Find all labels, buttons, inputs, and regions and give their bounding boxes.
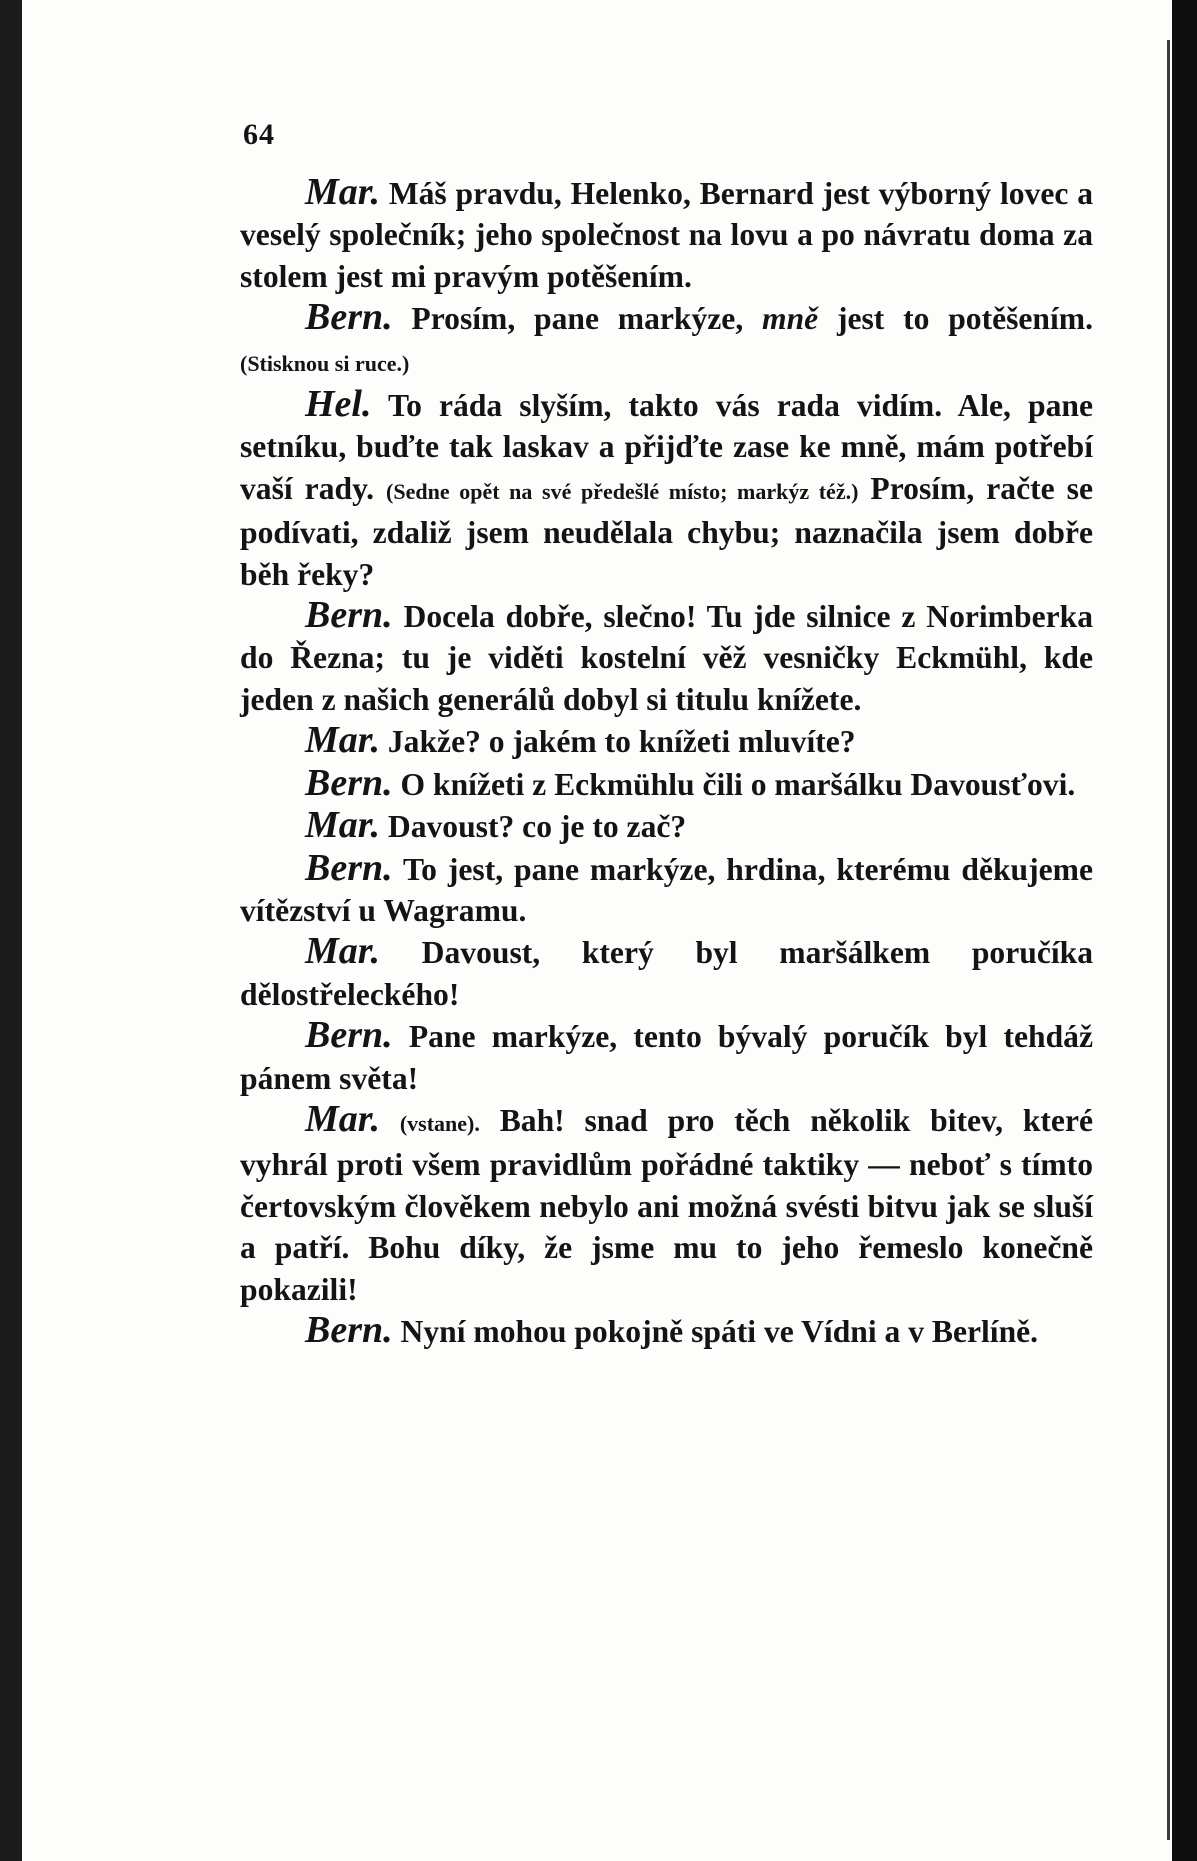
dialogue-line: Prosím, račte se podívati, zdaliž jsem neudělala chybu; naznačila jsem dobře běh řeky?	[240, 470, 1093, 592]
dialogue-paragraph	[240, 763, 1093, 805]
dialogue-paragraph	[240, 931, 1093, 1015]
dialogue-paragraph	[240, 595, 1093, 720]
speaker-name: Bern.	[305, 594, 393, 637]
dialogue-text	[240, 172, 1093, 1352]
page-number: 64	[243, 118, 275, 151]
dialogue-line: jest to potěšením.	[818, 301, 1093, 337]
dialogue-line: Jakže? o jakém to knížeti mluvíte?	[379, 724, 856, 760]
speaker-name: Bern.	[305, 1308, 393, 1351]
speaker-name: Bern.	[305, 761, 393, 804]
emphasized-word: mně	[762, 301, 819, 337]
speaker-name: Hel.	[305, 383, 372, 426]
dialogue-line: Davoust, který byl maršálkem poručíka dělostřeleckého!	[240, 935, 1093, 1012]
dialogue-paragraph	[240, 297, 1093, 384]
speaker-name: Bern.	[305, 296, 393, 339]
dialogue-line: Máš pravdu, Helenko, Bernard jest výborný lovec a veselý společník; jeho společnost na lovu a po návratu doma za stolem jest mi pravým potěšením.	[240, 176, 1093, 294]
dialogue-line: Davoust? co je to zač?	[379, 809, 687, 845]
dialogue-line	[380, 1103, 400, 1138]
stage-direction: (Stisknou si ruce.)	[240, 350, 410, 376]
scan-edge-right	[1172, 0, 1197, 1861]
dialogue-line: Prosím, pane markýze,	[392, 301, 763, 337]
stage-direction: (vstane).	[399, 1110, 480, 1136]
stage-direction: (Sedne opět na své předešlé místo; markýz též.)	[386, 478, 859, 504]
dialogue-paragraph	[240, 805, 1093, 847]
dialogue-paragraph	[240, 1015, 1093, 1099]
speaker-name: Mar.	[305, 171, 380, 213]
dialogue-paragraph	[240, 1099, 1093, 1310]
speaker-name: Mar.	[305, 804, 380, 847]
speaker-name: Bern.	[305, 846, 393, 889]
dialogue-paragraph	[240, 720, 1093, 762]
page-edge-line	[1167, 40, 1170, 1840]
dialogue-paragraph	[240, 1310, 1093, 1352]
dialogue-paragraph	[240, 384, 1093, 595]
dialogue-paragraph	[240, 172, 1093, 297]
dialogue-paragraph	[240, 848, 1093, 932]
speaker-name: Bern.	[305, 1014, 393, 1057]
dialogue-line: Docela dobře, slečno! Tu jde silnice z Norimberka do Řezna; tu je viděti kostelní věž vesničky Eckmühl, kde jeden z našich generálů dobyl si titulu knížete.	[240, 599, 1093, 717]
speaker-name: Mar.	[305, 719, 380, 762]
dialogue-line: O knížeti z Eckmühlu čili o maršálku Davousťovi.	[392, 766, 1076, 802]
speaker-name: Mar.	[305, 930, 380, 973]
dialogue-line: To jest, pane markýze, hrdina, kterému děkujeme vítězství u Wagramu.	[240, 851, 1093, 928]
speaker-name: Mar.	[305, 1097, 380, 1140]
dialogue-line: Pane markýze, tento bývalý poručík byl tehdáž pánem světa!	[240, 1019, 1093, 1096]
dialogue-line: Bah! snad pro těch několik bitev, které vyhrál proti všem pravidlům pořádné taktiky — neboť s tímto čertovským člověkem nebylo ani možná svésti bitvu jak se sluší a patří. Bohu díky, že jsme mu to jeho řemeslo konečně pokazili!	[240, 1102, 1093, 1307]
dialogue-line: Nyní mohou pokojně spáti ve Vídni a v Berlíně.	[392, 1313, 1039, 1349]
dialogue-line: To ráda slyším, takto vás rada vidím. Ale, pane setníku, buďte tak laskav a přijďte zase ke mně, mám potřebí vaší rady.	[240, 388, 1093, 506]
